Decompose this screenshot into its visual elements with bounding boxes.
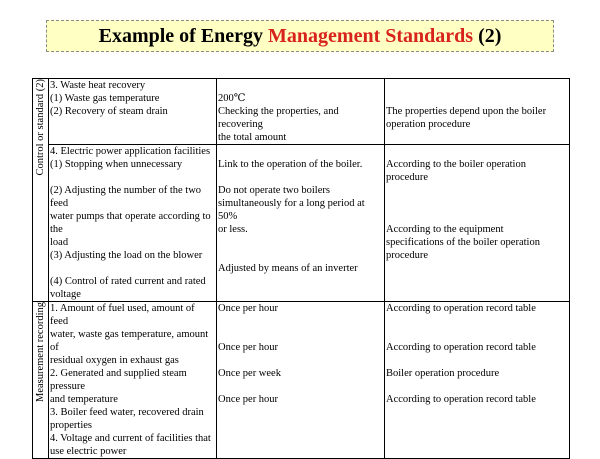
cell-note bbox=[385, 302, 570, 459]
text-line: Boiler operation procedure bbox=[386, 368, 500, 379]
text-line: 3. Waste heat recovery bbox=[50, 80, 146, 91]
section-control-label: Control or standard (2) bbox=[35, 79, 46, 176]
text-line: or less. bbox=[218, 224, 248, 235]
text-line: 2. Generated and supplied steam pressure bbox=[50, 368, 187, 392]
text-line: Link to the operation of the boiler. bbox=[218, 159, 363, 170]
text-line: 4. Voltage and current of facilities that bbox=[50, 433, 211, 444]
cell-item bbox=[49, 145, 217, 302]
text-line: use electric power bbox=[50, 446, 127, 457]
text-line: According to operation record table bbox=[386, 342, 536, 353]
text-line: Adjusted by means of an inverter bbox=[218, 263, 358, 274]
slide-title bbox=[46, 20, 554, 52]
text-line: water pumps that operate according to the bbox=[50, 211, 211, 235]
cell-standard bbox=[217, 79, 385, 145]
text-line: residual oxygen in exhaust gas bbox=[50, 355, 179, 366]
table-row bbox=[33, 79, 570, 145]
text-line: According to the boiler operation bbox=[386, 159, 526, 170]
cell-item bbox=[49, 302, 217, 459]
title-highlight: Management Standards bbox=[268, 25, 474, 47]
text-line: and temperature bbox=[50, 394, 118, 405]
text-line: The properties depend upon the boiler bbox=[386, 106, 547, 117]
cell-frequency bbox=[217, 302, 385, 459]
energy-standards-table bbox=[32, 78, 570, 459]
text-line: operation procedure bbox=[386, 119, 471, 130]
cell-item bbox=[49, 79, 217, 145]
text-line: (2) Adjusting the number of the two feed bbox=[50, 185, 202, 209]
text-line: Once per hour bbox=[218, 394, 279, 405]
section-control bbox=[33, 79, 49, 302]
section-measurement bbox=[33, 302, 49, 459]
cell-standard bbox=[217, 145, 385, 302]
text-line: 3. Boiler feed water, recovered drain bbox=[50, 407, 204, 418]
text-line: procedure bbox=[386, 172, 428, 183]
text-line: According to operation record table bbox=[386, 394, 536, 405]
text-line: 1. Amount of fuel used, amount of feed bbox=[50, 303, 195, 327]
text-line: 4. Electric power application facilities bbox=[50, 146, 211, 157]
table-row bbox=[33, 145, 570, 302]
text-line: the total amount bbox=[218, 132, 287, 143]
text-line: simultaneously for a long period at 50% bbox=[218, 198, 365, 222]
text-line: specifications of the boiler operation bbox=[386, 237, 540, 248]
text-line: Once per week bbox=[218, 368, 281, 379]
text-line: properties bbox=[50, 420, 92, 431]
text-line: Once per hour bbox=[218, 342, 279, 353]
cell-note bbox=[385, 79, 570, 145]
text-line: (3) Adjusting the load on the blower bbox=[50, 250, 203, 261]
text-line: (1) Stopping when unnecessary bbox=[50, 159, 183, 170]
table-row bbox=[33, 302, 570, 459]
text-line: Checking the properties, and recovering bbox=[218, 106, 339, 130]
text-line: procedure bbox=[386, 250, 428, 261]
text-line: (2) Recovery of steam drain bbox=[50, 106, 168, 117]
text-line: water, waste gas temperature, amount of bbox=[50, 329, 209, 353]
text-line: (4) Control of rated current and rated bbox=[50, 276, 206, 287]
cell-note bbox=[385, 145, 570, 302]
text-line: voltage bbox=[50, 289, 81, 300]
text-line: According to the equipment bbox=[386, 224, 504, 235]
text-line: Do not operate two boilers bbox=[218, 185, 330, 196]
section-measurement-label: Measurement recording bbox=[35, 302, 46, 403]
text-line: load bbox=[50, 237, 69, 248]
text-line: (1) Waste gas temperature bbox=[50, 93, 160, 104]
text-line: According to operation record table bbox=[386, 303, 536, 314]
text-line: Once per hour bbox=[218, 303, 279, 314]
title-suffix: (2) bbox=[473, 25, 502, 47]
text-line: 200℃ bbox=[218, 93, 246, 104]
title-text: Example of Energy bbox=[98, 25, 269, 47]
